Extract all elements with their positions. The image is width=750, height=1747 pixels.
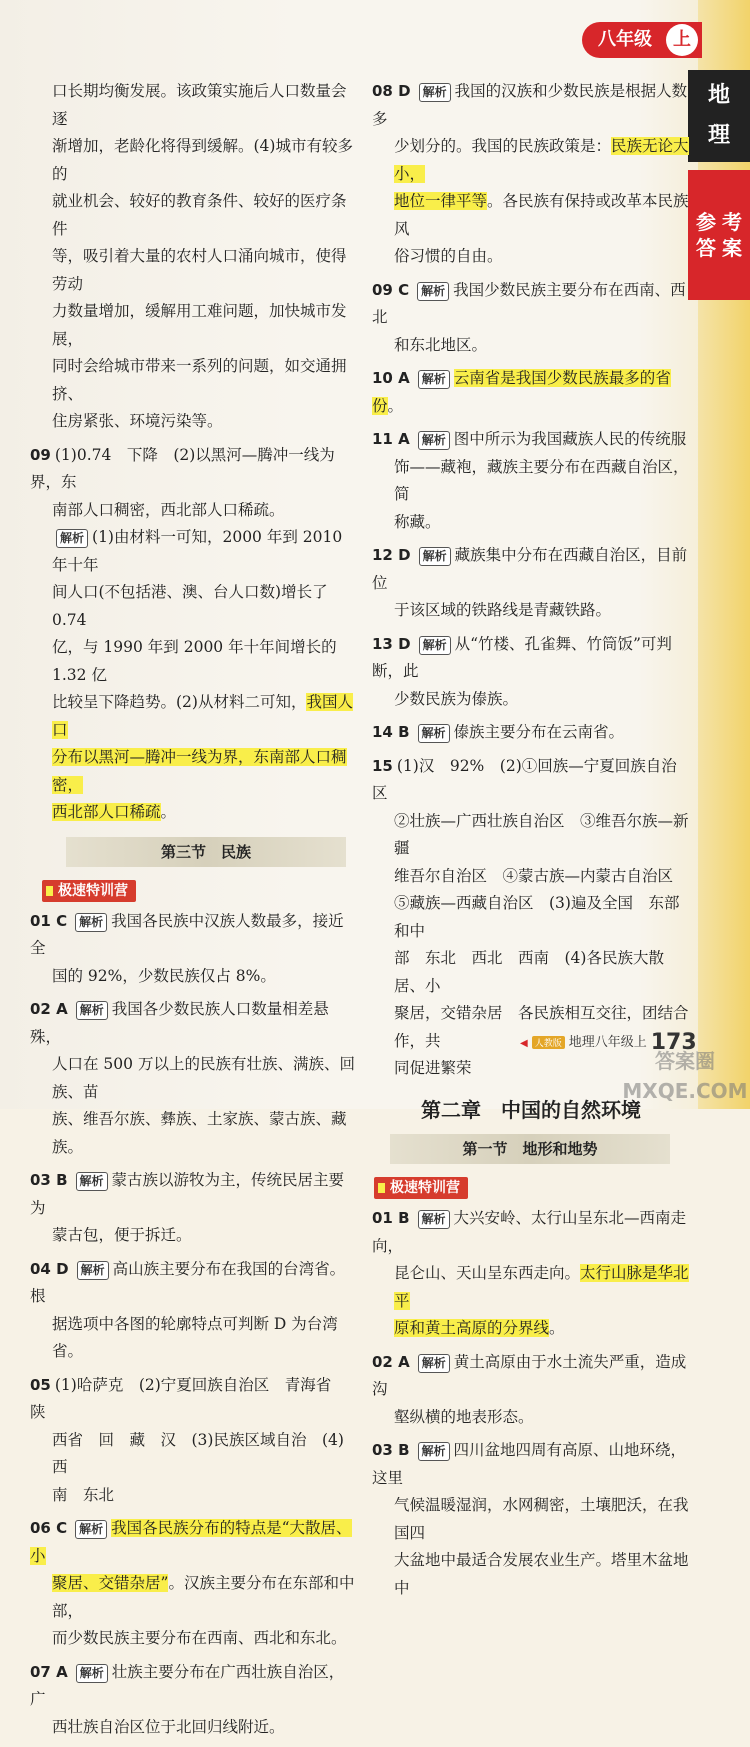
analysis-tag: 解析 — [76, 1001, 108, 1020]
analysis-tag: 解析 — [418, 1354, 450, 1373]
item-number: 14 B — [372, 723, 410, 741]
right-column — [372, 78, 690, 1608]
answer-item — [372, 1437, 690, 1602]
text-line: (1)由材料一可知，2000 年到 2010 年十年 — [52, 528, 343, 574]
text-line: 蒙古族以游牧为主，传统民居主要为 — [30, 1171, 345, 1217]
text-line: 比较呈下降趋势。(2)从材料二可知， — [52, 693, 307, 711]
item-number: 01 B — [372, 1209, 410, 1227]
text-line: 南部人口稠密，西北部人口稀疏。 — [52, 500, 285, 519]
text-line: (1)汉 92% (2)①回族—宁夏回族自治区 — [372, 756, 677, 802]
text-line: ⑤藏族—西藏自治区 (3)遍及全国 东部和中 — [394, 894, 680, 940]
text-line: 我国的汉族和少数民族是根据人数多 — [372, 82, 688, 128]
footer-text: 地理八年级上 — [568, 1035, 647, 1050]
subject-char: 地 — [707, 83, 730, 108]
text-line: 我国少数民族主要分布在西南、西北 — [372, 280, 686, 326]
grade-label: 八年级 — [598, 29, 652, 50]
text-line: 等，吸引着大量的农村人口涌向城市，使得劳动 — [52, 247, 347, 293]
item-number: 02 A — [372, 1352, 410, 1371]
answer-item — [372, 426, 690, 536]
item-number: 05 — [30, 1375, 51, 1394]
continued-text — [52, 78, 357, 436]
highlight: 原和黄土高原的分界线 — [394, 1319, 550, 1337]
item-number: 11 A — [372, 430, 410, 448]
term-label: 上 — [666, 24, 698, 56]
text-line: 同时会给城市带来一系列的问题，如交通拥挤、 — [52, 357, 347, 403]
highlight: 聚居、交错杂居” — [52, 1574, 169, 1592]
answer-item — [30, 1515, 357, 1653]
publisher-badge: 人教版 — [532, 1036, 565, 1049]
analysis-tag: 解析 — [418, 1442, 450, 1461]
text-line: 族、维吾尔族、彝族、土家族、蒙古族、藏族。 — [52, 1110, 347, 1156]
item-number: 12 D — [372, 546, 411, 564]
answer-item — [30, 1167, 357, 1250]
watermark-url: MXQE.COM — [622, 1079, 748, 1103]
text-line: 少划分的。我国的民族政策是： — [394, 137, 612, 155]
item-number: 03 B — [30, 1171, 68, 1189]
watermark — [620, 1046, 750, 1109]
text-line: (1)哈萨克 (2)宁夏回族自治区 青海省 陕 — [30, 1375, 347, 1421]
chapter-title: 第二章 中国的自然环境 — [421, 1097, 641, 1122]
edge-strip — [698, 0, 750, 1109]
text-line: 四川盆地四周有高原、山地环绕，这里 — [372, 1441, 687, 1487]
text-line: 高山族主要分布在我国的台湾省。根 — [30, 1259, 346, 1305]
text-line: 饰——藏袍，藏族主要分布在西藏自治区，简 — [394, 457, 689, 503]
subject-tab — [688, 70, 750, 162]
item-number: 09 C — [372, 280, 410, 299]
subsection-label: 极速特训营 — [374, 1177, 468, 1199]
text-line: 住房紧张、环境污染等。 — [52, 412, 223, 430]
highlight: 分布以黑河—腾冲一线为界，东南部人口稠密， — [52, 748, 347, 794]
text-line: 。汉族主要分布在东部和中部， — [52, 1574, 355, 1620]
analysis-tag: 解析 — [417, 282, 449, 301]
analysis-tag: 解析 — [75, 1520, 107, 1539]
text-line: 壑纵横的地表形态。 — [394, 1407, 534, 1426]
text-line: 就业机会、较好的教育条件、较好的医疗条件 — [52, 192, 347, 238]
text-line: 于该区域的铁路线是青藏铁路。 — [394, 601, 612, 619]
item-number: 10 A — [372, 369, 410, 387]
text-line: 。 — [549, 1319, 565, 1337]
text-line: 大盆地中最适合发展农业生产。塔里木盆地中 — [394, 1551, 689, 1597]
answers-char: 案 — [722, 236, 742, 260]
answer-item — [30, 1659, 357, 1742]
answer-item — [30, 1372, 357, 1510]
item-number: 02 A — [30, 1000, 68, 1018]
text-line: 俗习惯的自由。 — [394, 247, 503, 265]
answer-item — [372, 719, 690, 747]
text-line: 藏族集中分布在西藏自治区，目前位 — [372, 546, 688, 592]
item-number: 07 A — [30, 1662, 68, 1681]
answers-char: 答 — [696, 236, 716, 260]
text-line: 部 东北 西北 西南 (4)各民族大散居、小 — [394, 949, 664, 995]
analysis-tag: 解析 — [75, 913, 107, 932]
answer-item — [372, 542, 690, 625]
analysis-tag: 解析 — [418, 431, 450, 450]
text-line: 亿，与 1990 年到 2000 年十年间增长的 1.32 亿 — [52, 638, 337, 684]
highlight: 太行山脉是华北平 — [394, 1264, 689, 1310]
answer-item — [372, 365, 690, 420]
text-line: 聚居，交错杂居 各民族相互交往，团结合作，共 — [394, 1004, 689, 1050]
analysis-tag: 解析 — [76, 1172, 108, 1191]
text-line: 黄土高原由于水土流失严重，造成沟 — [372, 1352, 687, 1398]
analysis-tag: 解析 — [418, 1210, 450, 1229]
highlight: 西北部人口稀疏 — [52, 803, 161, 821]
text-line: 西省 回 藏 汉 (3)民族区域自治 (4)西 — [52, 1430, 344, 1476]
answer-item — [30, 996, 357, 1161]
text-line: 和东北地区。 — [394, 335, 488, 354]
text-line: 我国各少数民族人口数量相差悬殊， — [30, 1000, 329, 1046]
answer-item — [372, 1349, 690, 1432]
text-line: 我国各民族中汉族人数最多，接近全 — [30, 911, 344, 957]
text-line: 西壮族自治区位于北回归线附近。 — [52, 1717, 285, 1736]
highlight: 云南省是我国少数民族最多的省份 — [372, 369, 671, 415]
answers-char: 考 — [722, 210, 742, 234]
highlight: 民族无论大小， — [394, 137, 689, 183]
analysis-tag: 解析 — [419, 547, 451, 566]
text-line: 力数量增加，缓解用工难问题，加快城市发展， — [52, 302, 347, 348]
text-line: 大兴安岭、太行山呈东北—西南走向， — [372, 1209, 687, 1255]
text-line: 图中所示为我国藏族人民的传统服 — [453, 430, 687, 448]
answer-item — [30, 1256, 357, 1366]
text-line: (1)0.74 下降 (2)以黑河—腾冲一线为界，东 — [30, 445, 335, 491]
highlight: 我国人口 — [52, 693, 353, 739]
text-line: 少数民族为傣族。 — [394, 689, 519, 708]
item-number: 03 B — [372, 1441, 410, 1459]
page-number: 173 — [650, 1030, 697, 1055]
text-line: 间人口(不包括港、澳、台人口数)增长了 0.74 — [52, 583, 328, 629]
text-line: 。各民族有保持或改革本民族风 — [394, 192, 689, 238]
answer-item — [372, 277, 690, 360]
answers-char: 参 — [696, 210, 716, 234]
text-line: 维吾尔自治区 ④蒙古族—内蒙古自治区 — [394, 866, 674, 885]
answer-item — [372, 631, 690, 714]
text-line: 气候温暖湿润，水网稠密，土壤肥沃，在我国四 — [394, 1496, 689, 1542]
text-line: 蒙古包，便于拆迁。 — [52, 1226, 192, 1244]
subject-char: 理 — [707, 123, 730, 148]
highlight: 我国各民族分布的特点是“大散居、小 — [30, 1519, 352, 1565]
text-line: 人口在 500 万以上的民族有壮族、满族、回族、苗 — [52, 1055, 355, 1101]
item-number: 15 — [372, 756, 393, 775]
triangle-left-icon: ◀ — [520, 1038, 528, 1049]
answer-item — [30, 908, 357, 991]
text-line: 傣族主要分布在云南省。 — [453, 723, 625, 741]
item-number: 08 D — [372, 82, 411, 100]
text-line: 从“竹楼、孔雀舞、竹筒饭”可判断，此 — [372, 634, 672, 680]
item-number: 13 D — [372, 634, 411, 653]
analysis-tag: 解析 — [56, 529, 88, 548]
item-number: 01 C — [30, 911, 68, 930]
text-line: 昆仑山、天山呈东西走向。 — [394, 1264, 581, 1282]
section-title: 第三节 民族 — [66, 837, 346, 867]
text-line: 同促进繁荣 — [394, 1059, 472, 1077]
left-column — [30, 78, 357, 1747]
text-line: 渐增加，老龄化将得到缓解。(4)城市有较多的 — [52, 137, 353, 183]
text-line: 南 东北 — [52, 1485, 115, 1504]
text-line: 而少数民族主要分布在西南、西北和东北。 — [52, 1629, 347, 1647]
analysis-tag: 解析 — [419, 83, 451, 102]
text-line: 壮族主要分布在广西壮族自治区，广 — [30, 1662, 345, 1708]
analysis-tag: 解析 — [418, 370, 450, 389]
text-line: ②壮族—广西壮族自治区 ③维吾尔族—新疆 — [394, 811, 689, 857]
grade-badge — [582, 22, 702, 58]
item-number: 06 C — [30, 1519, 68, 1537]
subsection-label: 极速特训营 — [42, 880, 136, 902]
text-line: 。 — [387, 396, 404, 415]
section-title: 第一节 地形和地势 — [390, 1134, 670, 1164]
watermark-text: 答案圈 — [655, 1049, 715, 1073]
highlight: 地位一律平等 — [394, 192, 488, 210]
text-line: 据选项中各图的轮廓特点可判断 D 为台湾省。 — [52, 1314, 338, 1360]
answer-item — [372, 78, 690, 271]
text-line: 口长期均衡发展。该政策实施后人口数量会逐 — [52, 82, 347, 128]
analysis-tag: 解析 — [418, 724, 450, 743]
analysis-tag: 解析 — [77, 1261, 109, 1280]
text-line: 称藏。 — [394, 512, 441, 531]
item-number: 09 — [30, 445, 51, 464]
text-line: 。 — [160, 803, 177, 821]
item-number: 04 D — [30, 1259, 69, 1278]
analysis-tag: 解析 — [419, 636, 451, 655]
answer-item — [372, 1205, 690, 1343]
analysis-tag: 解析 — [76, 1664, 108, 1683]
answer-item — [30, 442, 357, 827]
answers-tab — [688, 170, 750, 300]
text-line: 国的 92%，少数民族仅占 8%。 — [52, 966, 276, 985]
